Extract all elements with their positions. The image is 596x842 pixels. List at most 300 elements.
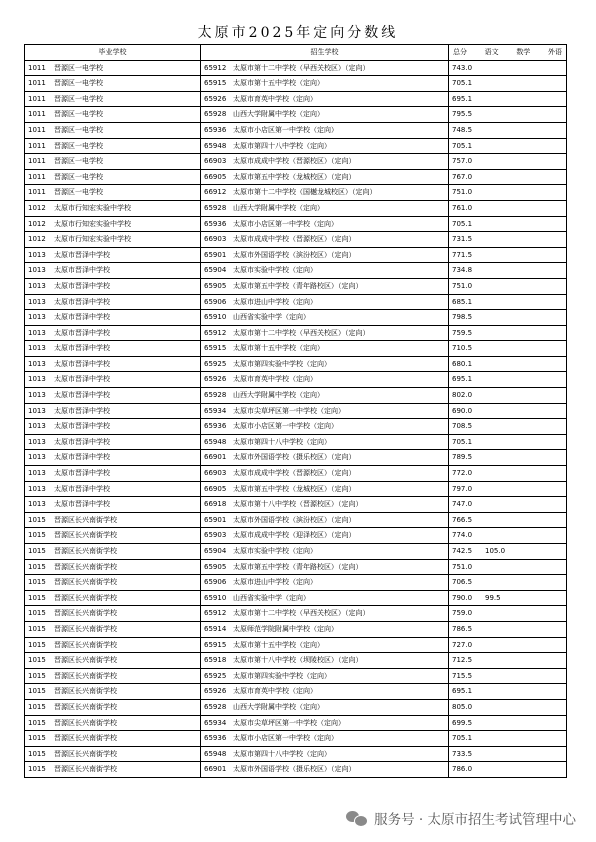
- school-name: 太原市晋泽中学校: [54, 297, 110, 306]
- recruit-code: 65912: [204, 63, 227, 72]
- chinese-score: [485, 310, 507, 325]
- recruit-code: 65948: [204, 749, 227, 758]
- total-score: 766.5: [452, 515, 473, 524]
- recruit-name: 太原市第四十八中学校（定向）: [233, 141, 331, 150]
- recruit-cell: [201, 169, 449, 185]
- table-row: [25, 403, 567, 419]
- scores-cell: [449, 263, 567, 279]
- table-row: [25, 434, 567, 450]
- recruit-code: 65901: [204, 515, 227, 524]
- table-row: [25, 169, 567, 185]
- chinese-score: [485, 92, 507, 107]
- table-row: [25, 450, 567, 466]
- school-name: 晋源区长兴南街学校: [54, 578, 117, 587]
- chinese-score: [485, 404, 507, 419]
- recruit-cell: [201, 107, 449, 123]
- school-cell: [25, 684, 201, 700]
- chinese-score: [485, 762, 507, 777]
- header-chinese: 语文: [484, 48, 499, 56]
- total-score: 771.5: [452, 250, 473, 259]
- school-cell: [25, 512, 201, 528]
- recruit-cell: [201, 403, 449, 419]
- chinese-score: [485, 279, 507, 294]
- school-name: 太原市晋泽中学校: [54, 266, 110, 275]
- recruit-name: 山西省实验中学（定向）: [233, 593, 310, 602]
- recruit-name: 太原市第十八中学校（坝陵校区）（定向）: [233, 656, 363, 665]
- school-cell: [25, 122, 201, 138]
- total-score: 798.5: [452, 313, 473, 322]
- school-code: 1013: [28, 281, 46, 290]
- table-row: [25, 185, 567, 201]
- total-score: 705.1: [452, 79, 473, 88]
- school-name: 太原市晋泽中学校: [54, 500, 110, 509]
- school-code: 1015: [28, 749, 46, 758]
- chinese-score: 105.0: [485, 547, 506, 555]
- recruit-name: 太原市进山中学校（定向）: [233, 297, 317, 306]
- school-code: 1011: [28, 79, 46, 88]
- recruit-cell: [201, 559, 449, 575]
- recruit-name: 太原市第十八中学校（晋源校区）（定向）: [233, 500, 363, 509]
- recruit-code: 65914: [204, 624, 227, 633]
- recruit-cell: [201, 60, 449, 76]
- school-cell: [25, 247, 201, 263]
- scores-cell: [449, 372, 567, 388]
- school-cell: [25, 481, 201, 497]
- recruit-code: 65936: [204, 125, 227, 134]
- total-score: 759.0: [452, 609, 473, 618]
- chinese-score: [485, 232, 507, 247]
- chinese-score: 99.5: [485, 593, 501, 602]
- recruit-cell: [201, 247, 449, 263]
- school-name: 晋源区一电学校: [54, 188, 103, 197]
- recruit-cell: [201, 497, 449, 513]
- scores-cell: [449, 559, 567, 575]
- recruit-cell: [201, 746, 449, 762]
- school-name: 晋源区长兴南街学校: [54, 531, 117, 540]
- school-cell: [25, 434, 201, 450]
- chinese-score: [485, 653, 507, 668]
- chinese-score: [485, 185, 507, 200]
- chinese-score: [485, 466, 507, 481]
- school-name: 晋源区长兴南街学校: [54, 765, 117, 774]
- table-row: [25, 621, 567, 637]
- table-row: [25, 731, 567, 747]
- recruit-cell: [201, 544, 449, 560]
- recruit-code: 65948: [204, 437, 227, 446]
- scores-cell: [449, 107, 567, 123]
- school-name: 太原市行知宏实验中学校: [54, 219, 131, 228]
- recruit-name: 太原市进山中学校（定向）: [233, 578, 317, 587]
- recruit-name: 太原市第四十八中学校（定向）: [233, 749, 331, 758]
- table-row: [25, 76, 567, 92]
- total-score: 705.1: [452, 141, 473, 150]
- school-name: 太原市晋泽中学校: [54, 250, 110, 259]
- recruit-name: 太原市第十二中学校（早西关校区）（定向）: [233, 328, 370, 337]
- school-cell: [25, 403, 201, 419]
- school-name: 太原市晋泽中学校: [54, 328, 110, 337]
- recruit-name: 太原市第四实验中学校（定向）: [233, 671, 331, 680]
- recruit-cell: [201, 138, 449, 154]
- header-english: 外语: [547, 48, 562, 56]
- table-row: [25, 216, 567, 232]
- school-cell: [25, 278, 201, 294]
- chinese-score: [485, 435, 507, 450]
- chinese-score: [485, 372, 507, 387]
- chinese-score: [485, 419, 507, 434]
- school-name: 太原市晋泽中学校: [54, 344, 110, 353]
- recruit-name: 太原市小店区第一中学校（定向）: [233, 734, 338, 743]
- school-code: 1013: [28, 313, 46, 322]
- scores-cell: [449, 731, 567, 747]
- table-row: [25, 699, 567, 715]
- school-cell: [25, 294, 201, 310]
- total-score: 705.1: [452, 437, 473, 446]
- school-cell: [25, 575, 201, 591]
- school-cell: [25, 185, 201, 201]
- school-code: 1013: [28, 406, 46, 415]
- school-name: 晋源区长兴南街学校: [54, 609, 117, 618]
- school-name: 晋源区长兴南街学校: [54, 671, 117, 680]
- total-score: 757.0: [452, 157, 473, 166]
- recruit-code: 65912: [204, 609, 227, 618]
- total-score: 751.0: [452, 281, 473, 290]
- school-cell: [25, 746, 201, 762]
- table-row: [25, 575, 567, 591]
- school-code: 1011: [28, 110, 46, 119]
- school-code: 1012: [28, 235, 46, 244]
- recruit-name: 太原市第五中学校（龙城校区）（定向）: [233, 172, 356, 181]
- school-code: 1013: [28, 266, 46, 275]
- recruit-name: 太原市育英中学校（定向）: [233, 94, 317, 103]
- chinese-score: [485, 606, 507, 621]
- recruit-code: 65926: [204, 375, 227, 384]
- recruit-code: 65906: [204, 297, 227, 306]
- table-row: [25, 60, 567, 76]
- recruit-name: 太原市第四十八中学校（定向）: [233, 437, 331, 446]
- school-code: 1012: [28, 219, 46, 228]
- recruit-name: 太原市实验中学校（定向）: [233, 266, 317, 275]
- school-cell: [25, 590, 201, 606]
- school-code: 1011: [28, 172, 46, 181]
- school-cell: [25, 606, 201, 622]
- recruit-cell: [201, 575, 449, 591]
- chinese-score: [485, 482, 507, 497]
- chinese-score: [485, 450, 507, 465]
- scores-cell: [449, 138, 567, 154]
- recruit-cell: [201, 590, 449, 606]
- recruit-cell: [201, 310, 449, 326]
- table-row: [25, 200, 567, 216]
- chinese-score: [485, 747, 507, 762]
- school-cell: [25, 544, 201, 560]
- chinese-score: [485, 731, 507, 746]
- school-code: 1013: [28, 297, 46, 306]
- recruit-cell: [201, 263, 449, 279]
- recruit-code: 65910: [204, 593, 227, 602]
- chinese-score: [485, 497, 507, 512]
- school-cell: [25, 372, 201, 388]
- recruit-code: 65926: [204, 687, 227, 696]
- total-score: 774.0: [452, 531, 473, 540]
- scores-cell: [449, 76, 567, 92]
- table-row: [25, 746, 567, 762]
- header-school: 毕业学校: [25, 45, 201, 61]
- total-score: 727.0: [452, 640, 473, 649]
- total-score: 695.1: [452, 375, 473, 384]
- recruit-code: 65928: [204, 391, 227, 400]
- school-code: 1013: [28, 344, 46, 353]
- chinese-score: [485, 622, 507, 637]
- scores-cell: [449, 762, 567, 778]
- total-score: 802.0: [452, 391, 473, 400]
- header-recruit: 招生学校: [201, 45, 449, 61]
- recruit-cell: [201, 621, 449, 637]
- recruit-code: 65926: [204, 94, 227, 103]
- school-cell: [25, 653, 201, 669]
- scores-cell: [449, 481, 567, 497]
- scores-cell: [449, 403, 567, 419]
- school-name: 晋源区长兴南街学校: [54, 656, 117, 665]
- recruit-code: 65903: [204, 531, 227, 540]
- table-row: [25, 606, 567, 622]
- recruit-cell: [201, 154, 449, 170]
- school-code: 1012: [28, 203, 46, 212]
- school-cell: [25, 388, 201, 404]
- school-code: 1013: [28, 250, 46, 259]
- total-score: 751.0: [452, 562, 473, 571]
- table-row: [25, 715, 567, 731]
- recruit-cell: [201, 372, 449, 388]
- chinese-score: [485, 716, 507, 731]
- school-cell: [25, 310, 201, 326]
- table-row: [25, 762, 567, 778]
- recruit-name: 山西大学附属中学校（定向）: [233, 391, 324, 400]
- total-score: 805.0: [452, 702, 473, 711]
- school-name: 晋源区一电学校: [54, 110, 103, 119]
- recruit-name: 太原市第十五中学校（定向）: [233, 79, 324, 88]
- total-score: 759.5: [452, 328, 473, 337]
- recruit-code: 66903: [204, 235, 227, 244]
- school-cell: [25, 637, 201, 653]
- recruit-name: 太原市外国语学校（滨汾校区）（定向）: [233, 515, 356, 524]
- school-name: 太原市晋泽中学校: [54, 406, 110, 415]
- table-row: [25, 559, 567, 575]
- school-name: 晋源区长兴南街学校: [54, 593, 117, 602]
- table-row: [25, 497, 567, 513]
- school-cell: [25, 232, 201, 248]
- recruit-cell: [201, 637, 449, 653]
- recruit-name: 太原市成成中学校（迎泽校区）（定向）: [233, 531, 356, 540]
- recruit-code: 65905: [204, 281, 227, 290]
- table-row: [25, 356, 567, 372]
- school-name: 晋源区长兴南街学校: [54, 562, 117, 571]
- total-score: 761.0: [452, 203, 473, 212]
- recruit-name: 太原市尖草坪区第一中学校（定向）: [233, 718, 345, 727]
- recruit-cell: [201, 294, 449, 310]
- table-row: [25, 653, 567, 669]
- chinese-score: [485, 61, 507, 76]
- recruit-name: 山西省实验中学（定向）: [233, 313, 310, 322]
- table-row: [25, 122, 567, 138]
- school-cell: [25, 497, 201, 513]
- school-code: 1011: [28, 125, 46, 134]
- table-row: [25, 372, 567, 388]
- school-code: 1015: [28, 609, 46, 618]
- total-score: 751.0: [452, 188, 473, 197]
- scores-cell: [449, 388, 567, 404]
- recruit-code: 66901: [204, 765, 227, 774]
- scores-cell: [449, 91, 567, 107]
- table-row: [25, 528, 567, 544]
- recruit-name: 太原市小店区第一中学校（定向）: [233, 219, 338, 228]
- recruit-code: 65904: [204, 547, 227, 555]
- school-name: 太原市晋泽中学校: [54, 391, 110, 400]
- table-row: [25, 388, 567, 404]
- school-name: 晋源区长兴南街学校: [54, 734, 117, 743]
- chinese-score: [485, 513, 507, 528]
- recruit-cell: [201, 341, 449, 357]
- chinese-score: [485, 217, 507, 232]
- recruit-name: 山西大学附属中学校（定向）: [233, 203, 324, 212]
- recruit-cell: [201, 684, 449, 700]
- recruit-cell: [201, 668, 449, 684]
- recruit-name: 太原市成成中学校（晋源校区）（定向）: [233, 157, 356, 166]
- total-score: 747.0: [452, 500, 473, 509]
- scores-cell: [449, 466, 567, 482]
- recruit-name: 太原市第十五中学校（定向）: [233, 640, 324, 649]
- recruit-code: 65906: [204, 578, 227, 587]
- chinese-score: [485, 638, 507, 653]
- total-score: 734.8: [452, 266, 473, 275]
- recruit-code: 65948: [204, 141, 227, 150]
- table-row: [25, 294, 567, 310]
- school-code: 1015: [28, 515, 46, 524]
- recruit-code: 66912: [204, 188, 227, 197]
- recruit-cell: [201, 731, 449, 747]
- total-score: 742.5: [452, 547, 473, 555]
- total-score: 706.5: [452, 578, 473, 587]
- recruit-name: 太原市第十二中学校（国樾龙城校区）（定向）: [233, 188, 377, 197]
- recruit-name: 太原市外国语学校（摄乐校区）（定向）: [233, 765, 356, 774]
- school-cell: [25, 341, 201, 357]
- table-row: [25, 310, 567, 326]
- recruit-code: 65915: [204, 79, 227, 88]
- school-cell: [25, 731, 201, 747]
- score-table: [24, 44, 567, 778]
- recruit-name: 太原市第四实验中学校（定向）: [233, 359, 331, 368]
- school-code: 1011: [28, 141, 46, 150]
- scores-cell: [449, 122, 567, 138]
- recruit-cell: [201, 450, 449, 466]
- school-code: 1015: [28, 547, 46, 555]
- recruit-code: 65925: [204, 359, 227, 368]
- scores-cell: [449, 512, 567, 528]
- recruit-name: 山西大学附属中学校（定向）: [233, 110, 324, 119]
- recruit-name: 太原市第五中学校（龙城校区）（定向）: [233, 484, 356, 493]
- table-row: [25, 466, 567, 482]
- chinese-score: [485, 139, 507, 154]
- chinese-score: [485, 326, 507, 341]
- school-cell: [25, 138, 201, 154]
- recruit-name: 太原市实验中学校（定向）: [233, 547, 317, 555]
- table-row: [25, 590, 567, 606]
- school-code: 1015: [28, 624, 46, 633]
- scores-cell: [449, 419, 567, 435]
- school-cell: [25, 216, 201, 232]
- school-code: 1013: [28, 453, 46, 462]
- recruit-code: 65905: [204, 562, 227, 571]
- recruit-cell: [201, 278, 449, 294]
- recruit-code: 65901: [204, 250, 227, 259]
- recruit-name: 太原师范学院附属中学校（定向）: [233, 624, 338, 633]
- school-name: 太原市晋泽中学校: [54, 313, 110, 322]
- table-row: [25, 684, 567, 700]
- recruit-code: 66905: [204, 172, 227, 181]
- table-row: [25, 637, 567, 653]
- total-score: 712.5: [452, 656, 473, 665]
- chinese-score: [485, 154, 507, 169]
- school-cell: [25, 699, 201, 715]
- school-cell: [25, 356, 201, 372]
- recruit-cell: [201, 76, 449, 92]
- wechat-icon: [346, 810, 368, 826]
- school-cell: [25, 559, 201, 575]
- scores-cell: [449, 216, 567, 232]
- school-code: 1013: [28, 437, 46, 446]
- table-row: [25, 341, 567, 357]
- school-cell: [25, 450, 201, 466]
- scores-cell: [449, 668, 567, 684]
- recruit-cell: [201, 512, 449, 528]
- chinese-score: [485, 388, 507, 403]
- school-cell: [25, 263, 201, 279]
- recruit-cell: [201, 232, 449, 248]
- school-code: 1015: [28, 765, 46, 774]
- chinese-score: [485, 170, 507, 185]
- footer-watermark: [346, 808, 576, 828]
- table-row: [25, 247, 567, 263]
- school-name: 太原市晋泽中学校: [54, 453, 110, 462]
- school-cell: [25, 419, 201, 435]
- recruit-name: 太原市第十二中学校（早西关校区）（定向）: [233, 63, 370, 72]
- recruit-code: 65928: [204, 110, 227, 119]
- total-score: 715.5: [452, 671, 473, 680]
- school-code: 1011: [28, 188, 46, 197]
- chinese-score: [485, 248, 507, 263]
- header-scores: [449, 45, 567, 61]
- recruit-code: 65910: [204, 313, 227, 322]
- school-name: 晋源区一电学校: [54, 157, 103, 166]
- school-code: 1013: [28, 422, 46, 431]
- school-code: 1015: [28, 687, 46, 696]
- school-code: 1013: [28, 328, 46, 337]
- recruit-code: 66901: [204, 453, 227, 462]
- scores-cell: [449, 247, 567, 263]
- recruit-cell: [201, 216, 449, 232]
- chinese-score: [485, 107, 507, 122]
- scores-cell: [449, 434, 567, 450]
- scores-cell: [449, 528, 567, 544]
- school-cell: [25, 107, 201, 123]
- school-cell: [25, 715, 201, 731]
- school-name: 晋源区一电学校: [54, 79, 103, 88]
- school-cell: [25, 466, 201, 482]
- table-row: [25, 325, 567, 341]
- recruit-code: 65918: [204, 656, 227, 665]
- recruit-cell: [201, 653, 449, 669]
- scores-cell: [449, 185, 567, 201]
- scores-cell: [449, 356, 567, 372]
